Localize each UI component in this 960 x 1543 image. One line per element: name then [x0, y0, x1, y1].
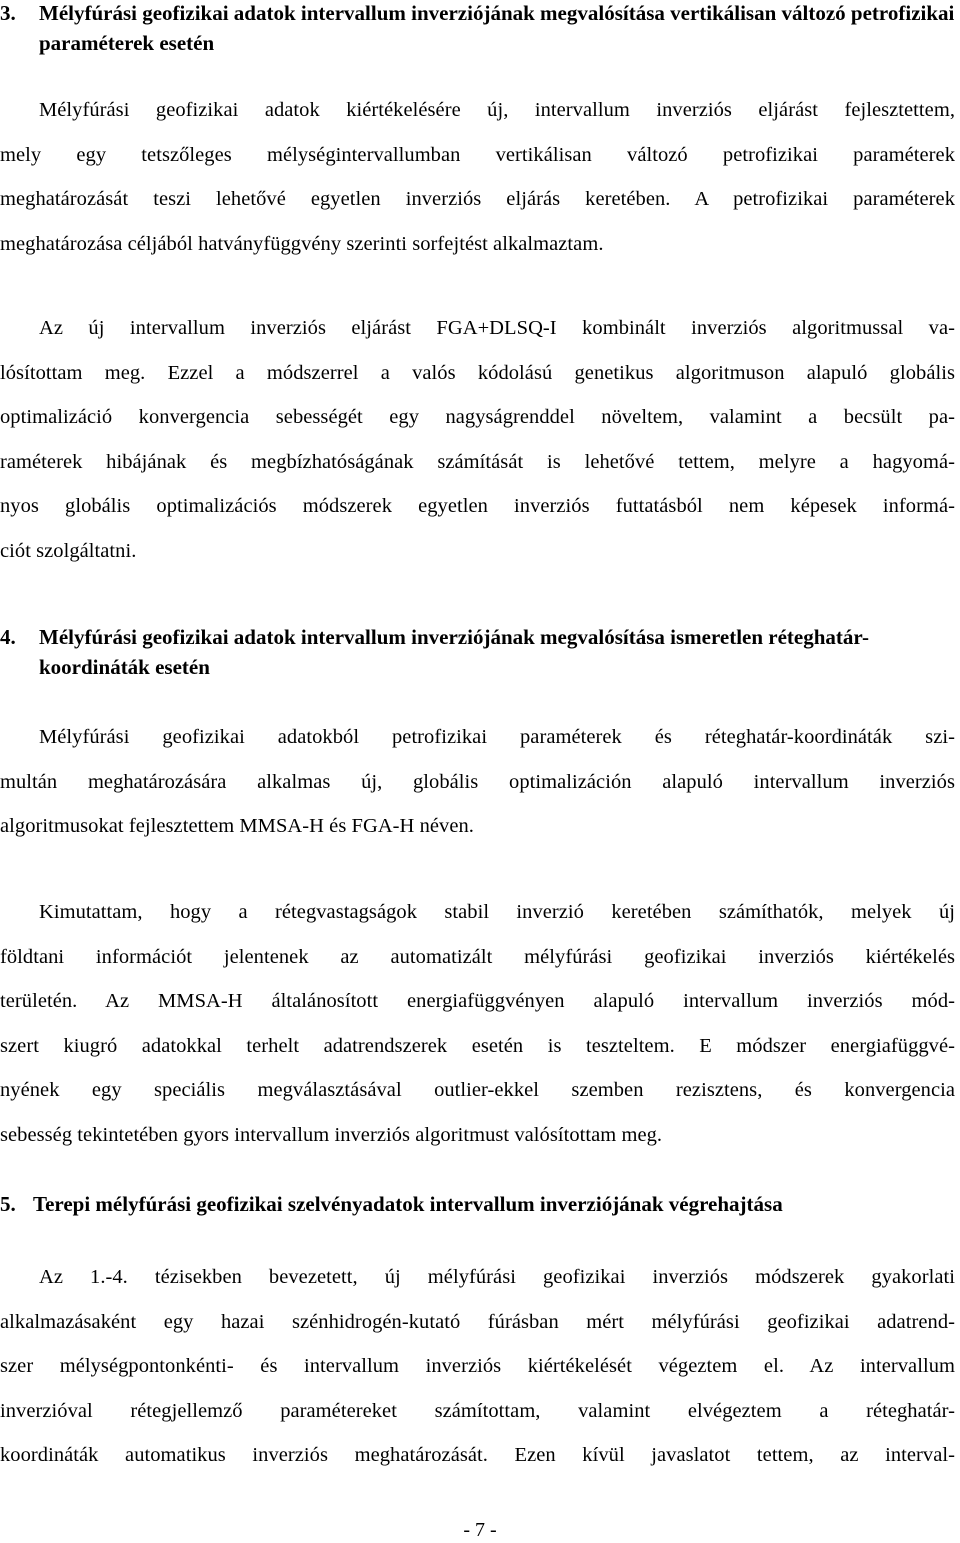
text-line: ciót szolgáltatni.	[0, 539, 137, 562]
page-number: - 7 -	[463, 1519, 497, 1541]
text-line: koordináták automatikus inverziós meghatározását. Ezen kívül javaslatot tettem, az interval-	[0, 1444, 955, 1467]
text-line: meghatározása céljából hatványfüggvény szerinti sorfejtést alkalmaztam.	[0, 232, 604, 255]
text-line: Az 1.-4. tézisekben bevezetett, új mélyfúrási geofizikai inverziós módszerek gyakorlati	[39, 1266, 955, 1288]
section-5-paragraph-1	[0, 1255, 955, 1478]
text-line: mely egy tetszőleges mélységintervallumban vertikálisan változó petrofizikai paraméterek	[0, 143, 955, 166]
text-line: Mélyfúrási geofizikai adatokból petrofizikai paraméterek és réteghatár-koordináták szi-	[39, 726, 955, 748]
section-3-paragraph-2	[0, 306, 955, 574]
text-line: Kimutattam, hogy a rétegvastagságok stabil inverzió keretében számíthatók, melyek új	[39, 901, 955, 923]
text-line: meghatározását teszi lehetővé egyetlen inverziós eljárás keretében. A petrofizikai paraméterek	[0, 188, 955, 211]
section-4-heading	[0, 622, 960, 682]
text-line: területén. Az MMSA-H általánosított energiafüggvényen alapuló intervallum inverziós mód-	[0, 990, 955, 1013]
text-line: sebesség tekintetében gyors intervallum inverziós algoritmust valósítottam meg.	[0, 1123, 663, 1146]
section-title: Mélyfúrási geofizikai adatok intervallum inverziójának megvalósítása ismeretlen réteghatár-koordináták esetén	[39, 625, 869, 679]
text-line: lósítottam meg. Ezzel a módszerrel a valós kódolású genetikus algoritmuson alapuló globális	[0, 361, 955, 384]
text-line: szert kiugró adatokkal terhelt adatrendszerek esetén is teszteltem. E módszer energiafüggvé-	[0, 1034, 955, 1057]
section-4-paragraph-2	[0, 890, 955, 1158]
text-line: nyének egy speciális megválasztásával outlier-ekkel szemben rezisztens, és konvergencia	[0, 1079, 955, 1102]
text-line: optimalizáció konvergencia sebességét egy nagyságrenddel növeltem, valamint a becsült pa-	[0, 406, 955, 429]
text-line: földtani információt jelentenek az automatizált mélyfúrási geofizikai inverziós kiértékelés	[0, 945, 955, 968]
section-number: 5.	[0, 1192, 16, 1216]
section-4-paragraph-1	[0, 715, 955, 849]
text-line: inverzióval rétegjellemző paramétereket számítottam, valamint elvégeztem a réteghatár-	[0, 1399, 955, 1422]
text-line: raméterek hibájának és megbízhatóságának számítását is lehetővé tettem, melyre a hagyomá-	[0, 450, 955, 473]
text-line: algoritmusokat fejlesztettem MMSA-H és FGA-H néven.	[0, 815, 474, 838]
text-line: multán meghatározására alkalmas új, globális optimalizáción alapuló intervallum inverziós	[0, 770, 955, 793]
text-line: alkalmazásaként egy hazai szénhidrogén-kutató fúrásban mért mélyfúrási geofizikai adatrend-	[0, 1310, 955, 1333]
text-line: Mélyfúrási geofizikai adatok kiértékelésére új, intervallum inverziós eljárást fejlesztettem,	[39, 99, 955, 121]
text-line: Az új intervallum inverziós eljárást FGA+DLSQ-I kombinált inverziós algoritmussal va-	[39, 317, 955, 339]
section-number: 4.	[0, 625, 16, 649]
section-3-paragraph-1	[0, 88, 955, 266]
section-title: Terepi mélyfúrási geofizikai szelvényadatok intervallum inverziójának végrehajtása	[33, 1192, 783, 1216]
section-3-heading	[0, 0, 960, 58]
text-line: szer mélységpontonkénti- és intervallum inverziós kiértékelését végeztem el. Az intervallum	[0, 1355, 955, 1378]
section-5-heading	[0, 1189, 960, 1219]
text-line: nyos globális optimalizációs módszerek egyetlen inverziós futtatásból nem képesek informá-	[0, 495, 955, 518]
section-number: 3.	[0, 1, 16, 25]
section-title: Mélyfúrási geofizikai adatok intervallum inverziójának megvalósítása vertikálisan változó petrofizikai paraméterek esetén	[39, 1, 955, 55]
